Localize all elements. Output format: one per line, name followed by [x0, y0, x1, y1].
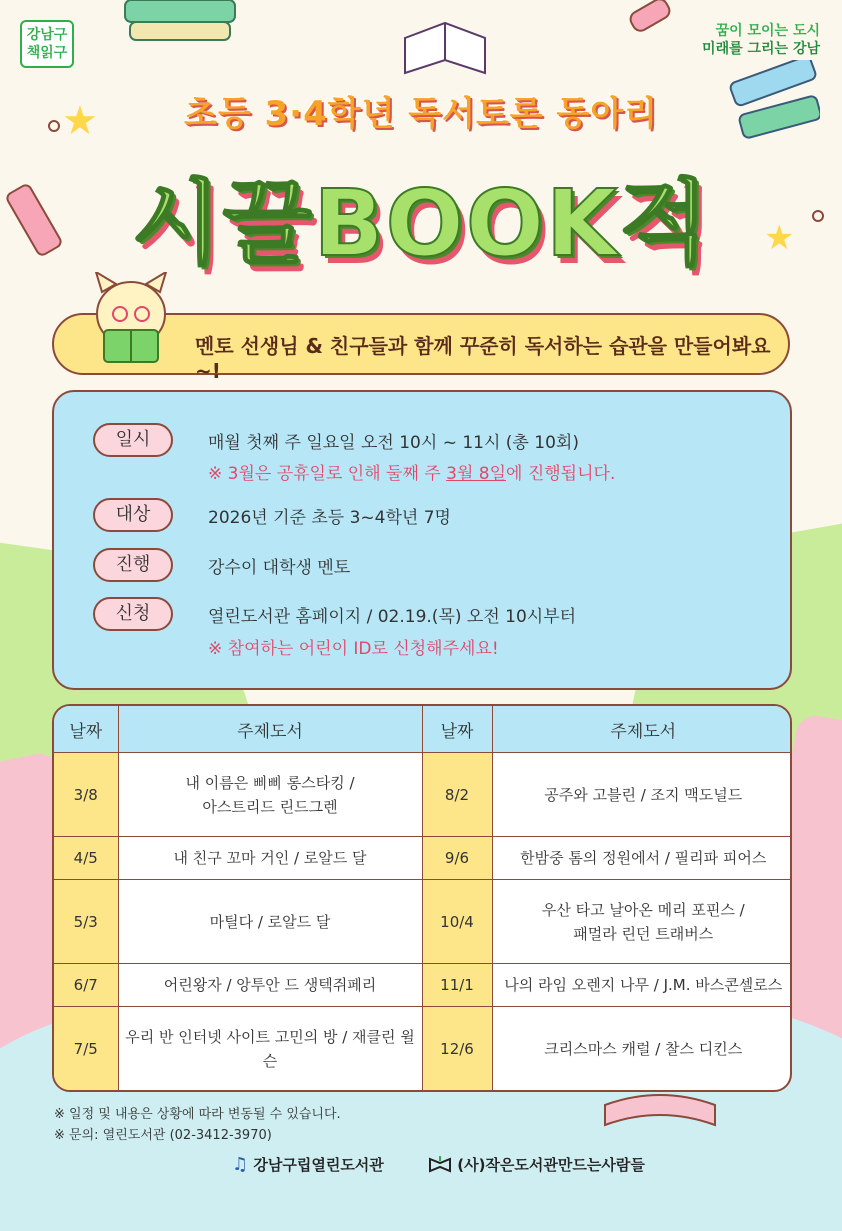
date-cell: 7/5 — [54, 1007, 118, 1090]
header-date: 날짜 — [54, 706, 118, 753]
footer-notes — [54, 1104, 341, 1146]
note-text: 에 진행됩니다. — [506, 464, 616, 484]
schedule-table — [52, 704, 792, 1092]
org-name: (사)작은도서관만드는사람들 — [457, 1156, 645, 1174]
note-contact: ※ 문의: 열린도서관 (02-3412-3970) — [54, 1128, 272, 1143]
date-cell: 5/3 — [54, 880, 118, 964]
book-line: 공주와 고블린 / 조지 맥도널드 — [544, 785, 743, 804]
gangnam-reading-logo — [20, 20, 74, 68]
crayon-icon — [620, 0, 680, 40]
label-target: 대상 — [93, 498, 173, 532]
date-cell: 10/4 — [422, 880, 492, 964]
info-note-id: ※ 참여하는 어린이 ID로 신청해주세요! — [208, 639, 499, 659]
book-cell — [118, 837, 422, 880]
star-icon: ★ — [764, 218, 795, 258]
date-cell: 9/6 — [422, 837, 492, 880]
info-datetime: 매월 첫째 주 일요일 오전 10시 ~ 11시 (총 10회) — [208, 433, 579, 453]
date-cell: 11/1 — [422, 964, 492, 1007]
gangnam-slogan-logo — [702, 22, 820, 58]
table-row — [54, 1007, 792, 1090]
header-book: 주제도서 — [492, 706, 792, 753]
header-book: 주제도서 — [118, 706, 422, 753]
library-logo — [232, 1154, 384, 1175]
logo-line: 책읽구 — [26, 45, 68, 61]
book-line: 한밤중 톰의 정원에서 / 필리파 피어스 — [520, 849, 767, 868]
date-cell: 3/8 — [54, 753, 118, 837]
book-line: 내 이름은 삐삐 롱스타킹 / — [185, 773, 355, 792]
note-underlined-date: 3월 8일 — [446, 464, 507, 484]
info-target: 2026년 기준 초등 3~4학년 7명 — [208, 508, 451, 528]
book-line: 아스트리드 린드그렌 — [202, 797, 338, 816]
book-line: 마틸다 / 로알드 달 — [209, 912, 331, 931]
book-cell — [492, 837, 792, 880]
book-line: 패멀라 린던 트래버스 — [573, 924, 714, 943]
open-book-icon — [400, 18, 490, 78]
book-line: 내 친구 꼬마 거인 / 로알드 달 — [173, 849, 367, 868]
info-host: 강수이 대학생 멘토 — [208, 558, 351, 578]
library-icon: ♫ — [232, 1154, 249, 1175]
table-row — [54, 837, 792, 880]
table-row — [54, 880, 792, 964]
label-apply: 신청 — [93, 597, 173, 631]
logo-line: 강남구 — [26, 27, 68, 43]
library-name: 강남구립열린도서관 — [253, 1156, 384, 1174]
logo-line: 미래를 그리는 강남 — [702, 41, 820, 57]
book-line: 나의 라임 오렌지 나무 / J.M. 바스콘셀로스 — [504, 976, 783, 995]
book-line: 어린왕자 / 앙투안 드 생텍쥐페리 — [163, 976, 377, 995]
header-date: 날짜 — [422, 706, 492, 753]
note-change: ※ 일정 및 내용은 상황에 따라 변동될 수 있습니다. — [54, 1107, 341, 1122]
star-icon: ★ — [62, 98, 98, 144]
table-row — [54, 964, 792, 1007]
info-apply: 열린도서관 홈페이지 / 02.19.(목) 오전 10시부터 — [208, 607, 577, 627]
info-note-march — [208, 459, 615, 484]
date-cell: 4/5 — [54, 837, 118, 880]
book-cell — [492, 753, 792, 837]
date-cell: 6/7 — [54, 964, 118, 1007]
book-line: 우산 타고 날아온 메리 포핀스 / — [541, 900, 745, 919]
date-cell: 8/2 — [422, 753, 492, 837]
book-cell — [118, 880, 422, 964]
logo-line: 꿈이 모이는 도시 — [715, 23, 820, 39]
book-line: 우리 반 인터넷 사이트 고민의 방 / 재클린 윌슨 — [125, 1027, 415, 1070]
book-stack-icon — [120, 0, 240, 50]
open-book-logo-icon — [428, 1155, 452, 1173]
date-cell: 12/6 — [422, 1007, 492, 1090]
slogan-text: 멘토 선생님 & 친구들과 함께 꾸준히 독서하는 습관을 만들어봐요~! — [195, 334, 771, 383]
mascot-reading-icon — [88, 272, 174, 368]
table-header-row — [54, 706, 792, 753]
book-cell — [118, 1007, 422, 1090]
note-text: ※ 3월은 공휴일로 인해 둘째 주 — [208, 464, 447, 484]
table-row — [54, 753, 792, 837]
page-title: 시끌BOOK적 — [131, 170, 711, 277]
subtitle: 초등 3·4학년 독서토론 동아리 — [183, 94, 659, 134]
label-host: 진행 — [93, 548, 173, 582]
book-cell — [492, 880, 792, 964]
book-cell — [492, 1007, 792, 1090]
book-line: 크리스마스 캐럴 / 찰스 디킨스 — [544, 1039, 743, 1058]
book-cell — [118, 753, 422, 837]
book-cell — [118, 964, 422, 1007]
label-datetime: 일시 — [93, 423, 173, 457]
book-cell — [492, 964, 792, 1007]
org-logo — [428, 1154, 645, 1175]
